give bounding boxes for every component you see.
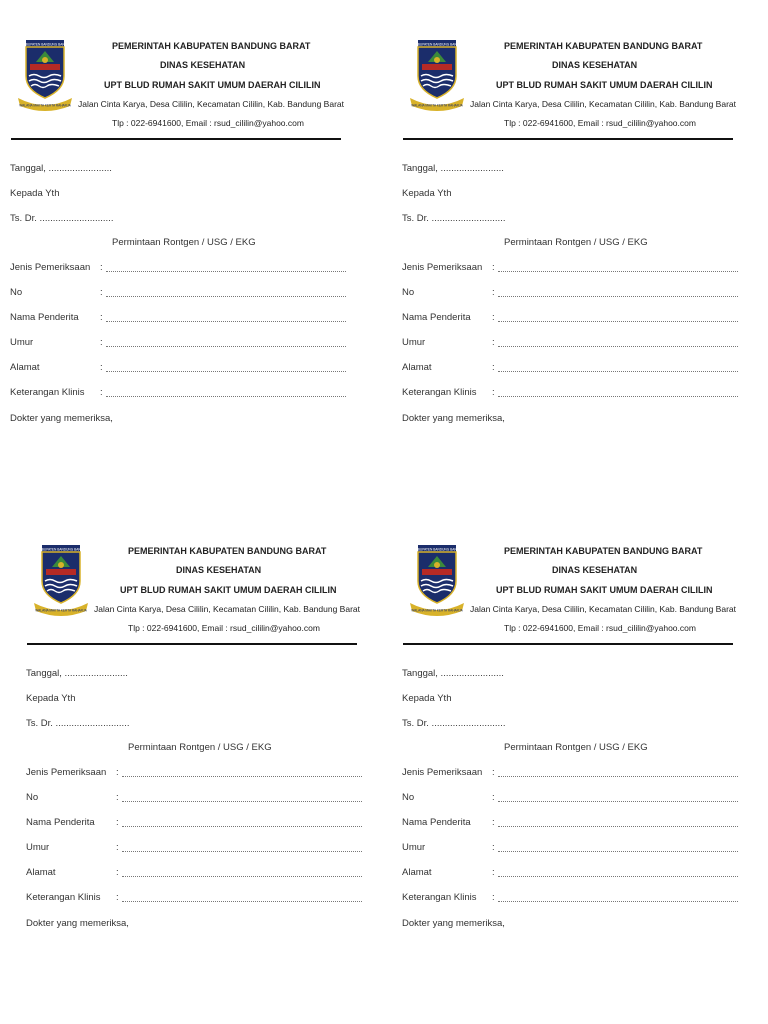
field-blank-line[interactable]	[498, 337, 738, 347]
header-divider	[403, 643, 733, 645]
field-label: Jenis Pemeriksaan	[402, 262, 483, 273]
field-blank-line[interactable]	[498, 387, 738, 397]
field-blank-line[interactable]	[106, 387, 346, 397]
field-colon: :	[492, 362, 495, 373]
emblem-top-text: KABUPATEN BANDUNG BARAT	[37, 547, 85, 552]
signature-label: Dokter yang memeriksa,	[402, 413, 505, 424]
field-label: Keterangan Klinis	[402, 892, 477, 903]
field-blank-line[interactable]	[106, 262, 346, 272]
field-label: No	[402, 792, 415, 803]
header-department: DINAS KESEHATAN	[552, 60, 638, 70]
header-divider	[27, 643, 357, 645]
doctor-ts-label: Ts. Dr. ............................	[402, 213, 506, 224]
header-government: PEMERINTAH KABUPATEN BANDUNG BARAT	[112, 41, 311, 51]
field-colon: :	[116, 817, 119, 828]
field-colon: :	[492, 892, 495, 903]
regency-emblem-icon	[408, 38, 466, 114]
doctor-ts-label: Ts. Dr. ............................	[402, 718, 506, 729]
field-label: Alamat	[26, 867, 56, 878]
emblem-sun	[58, 562, 64, 568]
field-blank-line[interactable]	[122, 892, 362, 902]
field-label: Jenis Pemeriksaan	[10, 262, 91, 273]
emblem-motto: WALANA MAKTA KERTA RAHARJA	[411, 103, 463, 108]
header-hospital: UPT BLUD RUMAH SAKIT UMUM DAERAH CILILIN	[496, 585, 713, 595]
header-hospital: UPT BLUD RUMAH SAKIT UMUM DAERAH CILILIN	[496, 80, 713, 90]
field-colon: :	[116, 867, 119, 878]
emblem-motto: WALANA MAKTA KERTA RAHARJA	[35, 608, 87, 613]
emblem-sun	[434, 57, 440, 63]
emblem-top-text: KABUPATEN BANDUNG BARAT	[21, 42, 69, 47]
field-colon: :	[100, 362, 103, 373]
form-title: Permintaan Rontgen / USG / EKG	[504, 237, 648, 248]
field-colon: :	[492, 842, 495, 853]
field-blank-line[interactable]	[498, 892, 738, 902]
field-colon: :	[492, 867, 495, 878]
field-label: Umur	[26, 842, 50, 853]
field-label: Umur	[402, 337, 426, 348]
emblem-top-text: KABUPATEN BANDUNG BARAT	[413, 42, 461, 47]
doctor-ts-label: Ts. Dr. ............................	[26, 718, 130, 729]
field-colon: :	[492, 817, 495, 828]
field-label: Jenis Pemeriksaan	[26, 767, 107, 778]
date-label: Tanggal, ........................	[10, 163, 112, 174]
header-contact: Tlp : 022-6941600, Email : rsud_cililin@yahoo.com	[128, 623, 320, 633]
field-blank-line[interactable]	[498, 767, 738, 777]
field-label: No	[10, 287, 23, 298]
field-colon: :	[116, 792, 119, 803]
emblem-band	[422, 64, 452, 70]
field-colon: :	[492, 387, 495, 398]
header-government: PEMERINTAH KABUPATEN BANDUNG BARAT	[504, 41, 703, 51]
field-blank-line[interactable]	[498, 867, 738, 877]
header-government: PEMERINTAH KABUPATEN BANDUNG BARAT	[504, 546, 703, 556]
emblem-band	[30, 64, 60, 70]
field-label: Nama Penderita	[10, 312, 79, 323]
field-colon: :	[492, 792, 495, 803]
field-label: Umur	[402, 842, 426, 853]
field-label: Alamat	[402, 867, 432, 878]
field-blank-line[interactable]	[106, 312, 346, 322]
header-department: DINAS KESEHATAN	[160, 60, 246, 70]
field-blank-line[interactable]	[122, 792, 362, 802]
form-title: Permintaan Rontgen / USG / EKG	[128, 742, 272, 753]
field-blank-line[interactable]	[498, 817, 738, 827]
signature-label: Dokter yang memeriksa,	[10, 413, 113, 424]
field-colon: :	[492, 337, 495, 348]
emblem-sun	[42, 57, 48, 63]
date-label: Tanggal, ........................	[26, 668, 128, 679]
recipient-label: Kepada Yth	[26, 693, 76, 704]
field-blank-line[interactable]	[498, 842, 738, 852]
header-address: Jalan Cinta Karya, Desa Cililin, Kecamatan Cililin, Kab. Bandung Barat	[78, 99, 344, 109]
request-form	[26, 543, 386, 1013]
form-title: Permintaan Rontgen / USG / EKG	[112, 237, 256, 248]
header-government: PEMERINTAH KABUPATEN BANDUNG BARAT	[128, 546, 327, 556]
field-colon: :	[100, 387, 103, 398]
field-colon: :	[100, 287, 103, 298]
field-label: Umur	[10, 337, 34, 348]
header-contact: Tlp : 022-6941600, Email : rsud_cililin@yahoo.com	[112, 118, 304, 128]
header-divider	[403, 138, 733, 140]
field-label: Nama Penderita	[26, 817, 95, 828]
field-blank-line[interactable]	[106, 287, 346, 297]
field-label: No	[26, 792, 39, 803]
field-label: Keterangan Klinis	[26, 892, 101, 903]
field-colon: :	[100, 262, 103, 273]
field-label: Nama Penderita	[402, 817, 471, 828]
field-blank-line[interactable]	[498, 792, 738, 802]
field-blank-line[interactable]	[498, 312, 738, 322]
field-colon: :	[492, 262, 495, 273]
field-colon: :	[492, 312, 495, 323]
recipient-label: Kepada Yth	[402, 693, 452, 704]
field-label: Alamat	[402, 362, 432, 373]
emblem-top-text: KABUPATEN BANDUNG BARAT	[413, 547, 461, 552]
header-divider	[11, 138, 341, 140]
field-blank-line[interactable]	[106, 337, 346, 347]
header-address: Jalan Cinta Karya, Desa Cililin, Kecamatan Cililin, Kab. Bandung Barat	[470, 604, 736, 614]
field-blank-line[interactable]	[122, 817, 362, 827]
field-label: No	[402, 287, 415, 298]
regency-emblem-icon	[408, 543, 466, 619]
field-label: Jenis Pemeriksaan	[402, 767, 483, 778]
field-blank-line[interactable]	[122, 867, 362, 877]
header-contact: Tlp : 022-6941600, Email : rsud_cililin@yahoo.com	[504, 623, 696, 633]
regency-emblem-icon	[16, 38, 74, 114]
field-label: Keterangan Klinis	[402, 387, 477, 398]
header-contact: Tlp : 022-6941600, Email : rsud_cililin@yahoo.com	[504, 118, 696, 128]
field-blank-line[interactable]	[498, 362, 738, 372]
form-title: Permintaan Rontgen / USG / EKG	[504, 742, 648, 753]
request-form	[402, 543, 762, 1013]
request-form	[402, 38, 762, 508]
signature-label: Dokter yang memeriksa,	[402, 918, 505, 929]
header-hospital: UPT BLUD RUMAH SAKIT UMUM DAERAH CILILIN	[104, 80, 321, 90]
field-colon: :	[492, 767, 495, 778]
header-hospital: UPT BLUD RUMAH SAKIT UMUM DAERAH CILILIN	[120, 585, 337, 595]
field-blank-line[interactable]	[106, 362, 346, 372]
date-label: Tanggal, ........................	[402, 163, 504, 174]
field-blank-line[interactable]	[122, 842, 362, 852]
header-department: DINAS KESEHATAN	[552, 565, 638, 575]
emblem-motto: WALANA MAKTA KERTA RAHARJA	[411, 608, 463, 613]
emblem-motto: WALANA MAKTA KERTA RAHARJA	[19, 103, 71, 108]
header-department: DINAS KESEHATAN	[176, 565, 262, 575]
doctor-ts-label: Ts. Dr. ............................	[10, 213, 114, 224]
emblem-band	[422, 569, 452, 575]
date-label: Tanggal, ........................	[402, 668, 504, 679]
field-label: Keterangan Klinis	[10, 387, 85, 398]
regency-emblem-icon	[32, 543, 90, 619]
recipient-label: Kepada Yth	[10, 188, 60, 199]
signature-label: Dokter yang memeriksa,	[26, 918, 129, 929]
header-address: Jalan Cinta Karya, Desa Cililin, Kecamatan Cililin, Kab. Bandung Barat	[94, 604, 360, 614]
field-colon: :	[100, 312, 103, 323]
header-address: Jalan Cinta Karya, Desa Cililin, Kecamatan Cililin, Kab. Bandung Barat	[470, 99, 736, 109]
emblem-band	[46, 569, 76, 575]
field-label: Nama Penderita	[402, 312, 471, 323]
field-label: Alamat	[10, 362, 40, 373]
field-colon: :	[116, 842, 119, 853]
emblem-sun	[434, 562, 440, 568]
request-form	[10, 38, 370, 508]
field-blank-line[interactable]	[122, 767, 362, 777]
field-colon: :	[100, 337, 103, 348]
field-colon: :	[116, 892, 119, 903]
field-colon: :	[116, 767, 119, 778]
field-blank-line[interactable]	[498, 262, 738, 272]
field-blank-line[interactable]	[498, 287, 738, 297]
recipient-label: Kepada Yth	[402, 188, 452, 199]
field-colon: :	[492, 287, 495, 298]
